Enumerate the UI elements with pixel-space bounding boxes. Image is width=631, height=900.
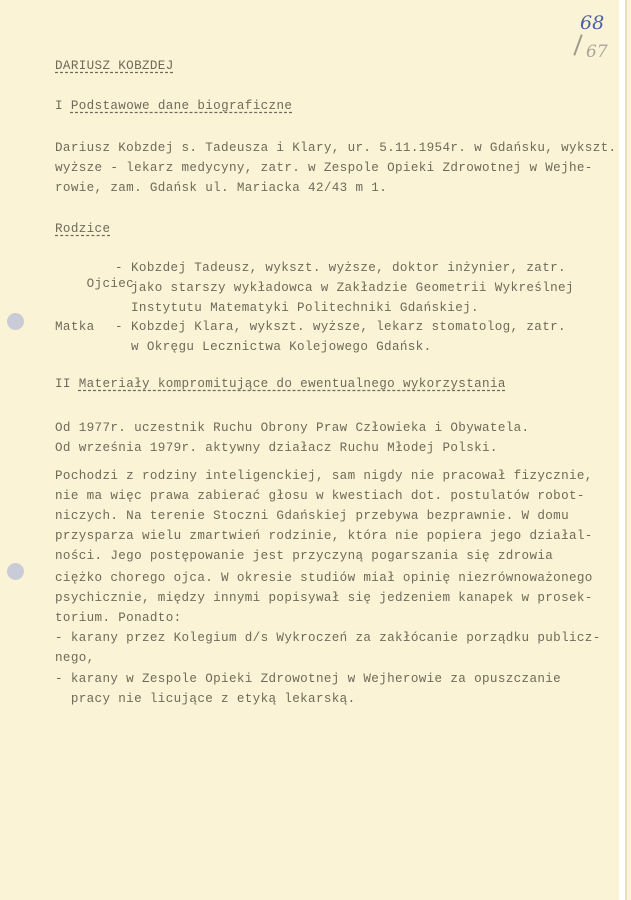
parents-heading: Rodzice bbox=[55, 222, 111, 236]
father-line: Kobzdej Tadeusz, wykszt. wyższe, doktor inżynier, zatr. bbox=[131, 261, 566, 275]
handwritten-previous-page-number: 67 bbox=[586, 42, 608, 62]
section2-numeral: II bbox=[55, 377, 71, 391]
page-edge bbox=[619, 0, 625, 900]
section1-numeral: I bbox=[55, 99, 63, 113]
body-line: niczych. Na terenie Stoczni Gdańskiej przebywa bezprawnie. W domu bbox=[55, 509, 569, 523]
mother-line: w Okręgu Lecznictwa Kolejowego Gdańsk. bbox=[131, 340, 432, 354]
document-title: DARIUSZ KOBZDEJ bbox=[55, 59, 174, 73]
bullet-line: - karany w Zespole Opieki Zdrowotnej w Wejherowie za opuszczanie bbox=[55, 672, 562, 686]
section1-heading bbox=[55, 98, 292, 114]
body-line: torium. Ponadto: bbox=[55, 611, 182, 625]
bullet-line: pracy nie licujące z etyką lekarską. bbox=[55, 692, 356, 706]
section2-heading bbox=[55, 376, 506, 392]
handwritten-slash bbox=[573, 34, 582, 55]
handwritten-page-number: 68 bbox=[580, 12, 605, 34]
punch-hole-top bbox=[7, 313, 24, 330]
section2-heading-text: Materiały kompromitujące do ewentualnego wykorzystania bbox=[78, 377, 506, 391]
bio-line: Dariusz Kobzdej s. Tadeusza i Klary, ur. 5.11.1954r. w Gdańsku, wykszt. bbox=[55, 141, 617, 155]
mother-label: Matka bbox=[55, 320, 95, 334]
father-dash: - bbox=[115, 261, 123, 275]
bullet-line: - karany przez Kolegium d/s Wykroczeń za zakłócanie porządku publicz- bbox=[55, 631, 601, 645]
bullet-line: nego, bbox=[55, 651, 95, 665]
body-line: przysparza wielu zmartwień rodzinie, która nie popiera jego działal- bbox=[55, 529, 593, 543]
bio-line: rowie, zam. Gdańsk ul. Mariacka 42/43 m 1. bbox=[55, 181, 388, 195]
father-line: jako starszy wykładowca w Zakładzie Geometrii Wykreślnej bbox=[131, 281, 574, 295]
body-line: ności. Jego postępowanie jest przyczyną pogarszania się zdrowia bbox=[55, 549, 554, 563]
activity-line: Od 1977r. uczestnik Ruchu Obrony Praw Człowieka i Obywatela. bbox=[55, 421, 530, 435]
mother-line: Kobzdej Klara, wykszt. wyższe, lekarz stomatolog, zatr. bbox=[131, 320, 566, 334]
body-line: psychicznie, między innymi popisywał się jedzeniem kanapek w prosek- bbox=[55, 591, 593, 605]
body-line: ciężko chorego ojca. W okresie studiów miał opinię niezrównoważonego bbox=[55, 571, 593, 585]
mother-dash: - bbox=[115, 320, 123, 334]
activity-line: Od września 1979r. aktywny działacz Ruchu Młodej Polski. bbox=[55, 441, 498, 455]
section1-heading-text: Podstawowe dane biograficzne bbox=[70, 99, 293, 113]
father-label: Ojciec bbox=[86, 277, 135, 291]
body-line: Pochodzi z rodziny inteligenckiej, sam nigdy nie pracował fizycznie, bbox=[55, 469, 593, 483]
punch-hole-bottom bbox=[7, 563, 24, 580]
father-line: Instytutu Matematyki Politechniki Gdańskiej. bbox=[131, 301, 479, 315]
body-line: nie ma więc prawa zabierać głosu w kwestiach dot. postulatów robot- bbox=[55, 489, 585, 503]
bio-line: wyższe - lekarz medycyny, zatr. w Zespole Opieki Zdrowotnej w Wejhe- bbox=[55, 161, 593, 175]
